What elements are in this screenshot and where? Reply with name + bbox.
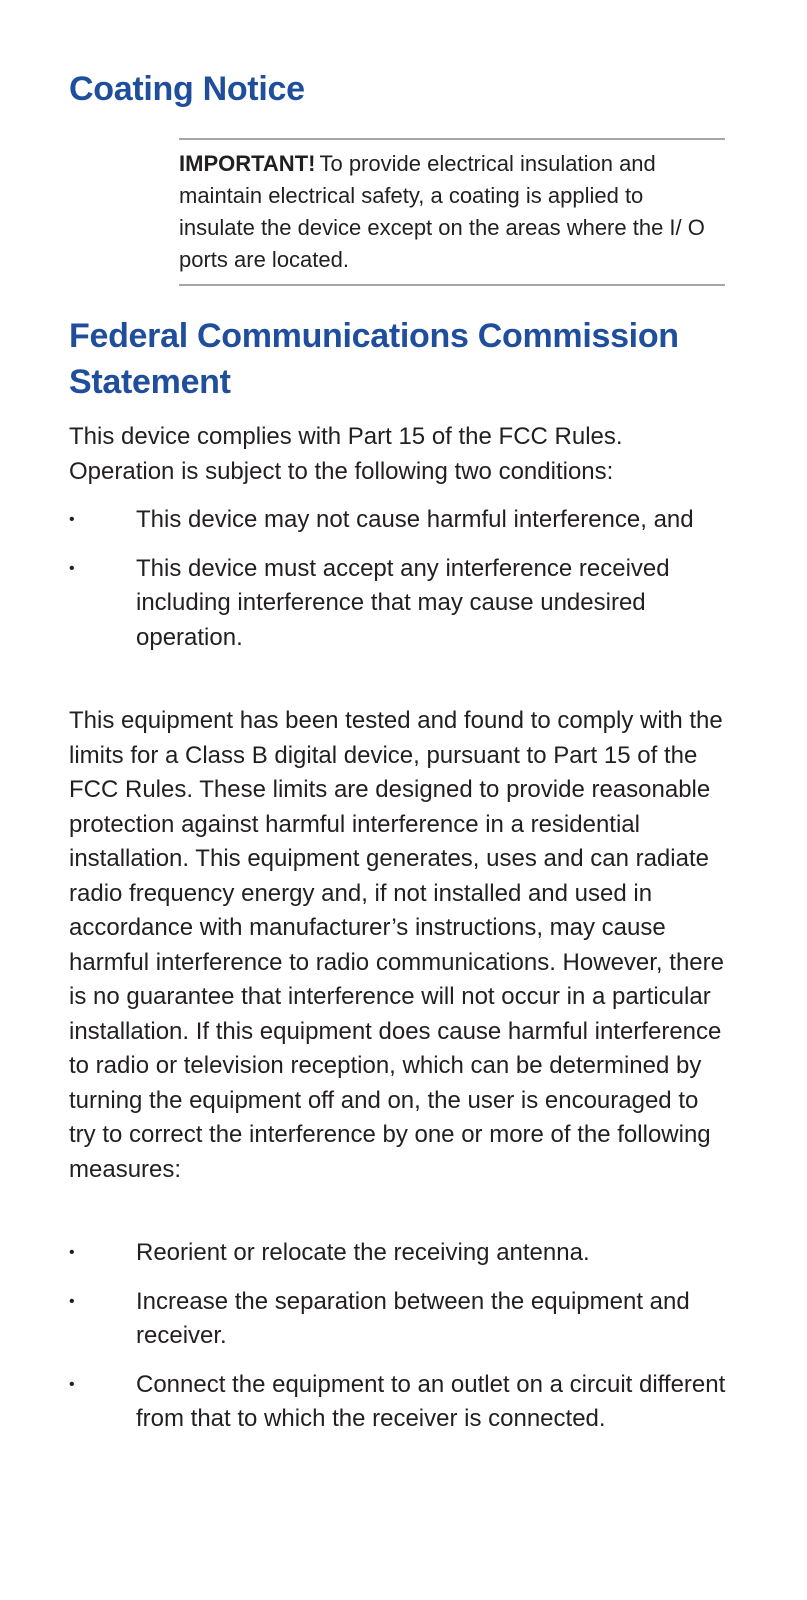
important-notice-box <box>179 138 725 286</box>
important-label: IMPORTANT! <box>179 151 316 176</box>
measure-text: Connect the equipment to an outlet on a circuit different from that to which the receiver is connected. <box>136 1370 726 1432</box>
bullet-icon: • <box>69 1375 75 1393</box>
important-notice-text <box>179 148 725 276</box>
list-item <box>69 552 729 656</box>
fcc-compliance-paragraph: This equipment has been tested and found to comply with the limits for a Class B digital device, pursuant to Part 15 of the FCC Rules. These limits are designed to provide reasonable protection against harmful interference in a residential installation. This equipment generates, uses and can radiate radio frequency energy and, if not installed and used in accordance with manufacturer’s instructions, may cause harmful interference to radio communications. However, there is no guarantee that interference will not occur in a particular installation. If this equipment does cause harmful interference to radio or television reception, which can be determined by turning the equipment off and on, the user is encouraged to try to correct the interference by one or more of the following measures: <box>69 707 724 1183</box>
list-item <box>69 1368 729 1437</box>
list-item <box>69 503 729 538</box>
condition-text: This device must accept any interference received including interference that may cause undesired operation. <box>136 554 670 651</box>
bullet-icon: • <box>69 1292 75 1310</box>
fcc-conditions-list <box>69 503 729 669</box>
fcc-intro-paragraph: This device complies with Part 15 of the FCC Rules. Operation is subject to the following two conditions: <box>69 423 623 485</box>
list-item <box>69 1285 729 1354</box>
fcc-statement-heading: Federal Communications Commission Statement <box>69 317 679 401</box>
measure-text: Reorient or relocate the receiving antenna. <box>136 1239 590 1266</box>
bullet-icon: • <box>69 511 75 528</box>
list-item <box>69 1236 729 1271</box>
fcc-measures-list <box>69 1236 729 1451</box>
coating-notice-heading: Coating Notice <box>69 70 305 108</box>
measure-text: Increase the separation between the equipment and receiver. <box>136 1287 690 1349</box>
important-body: To provide electrical insulation and maintain electrical safety, a coating is applied to insulate the device except on the areas where the I/ O ports are located. <box>179 151 705 272</box>
bullet-icon: • <box>69 1244 75 1261</box>
bullet-icon: • <box>69 559 75 577</box>
condition-text: This device may not cause harmful interference, and <box>136 506 694 533</box>
